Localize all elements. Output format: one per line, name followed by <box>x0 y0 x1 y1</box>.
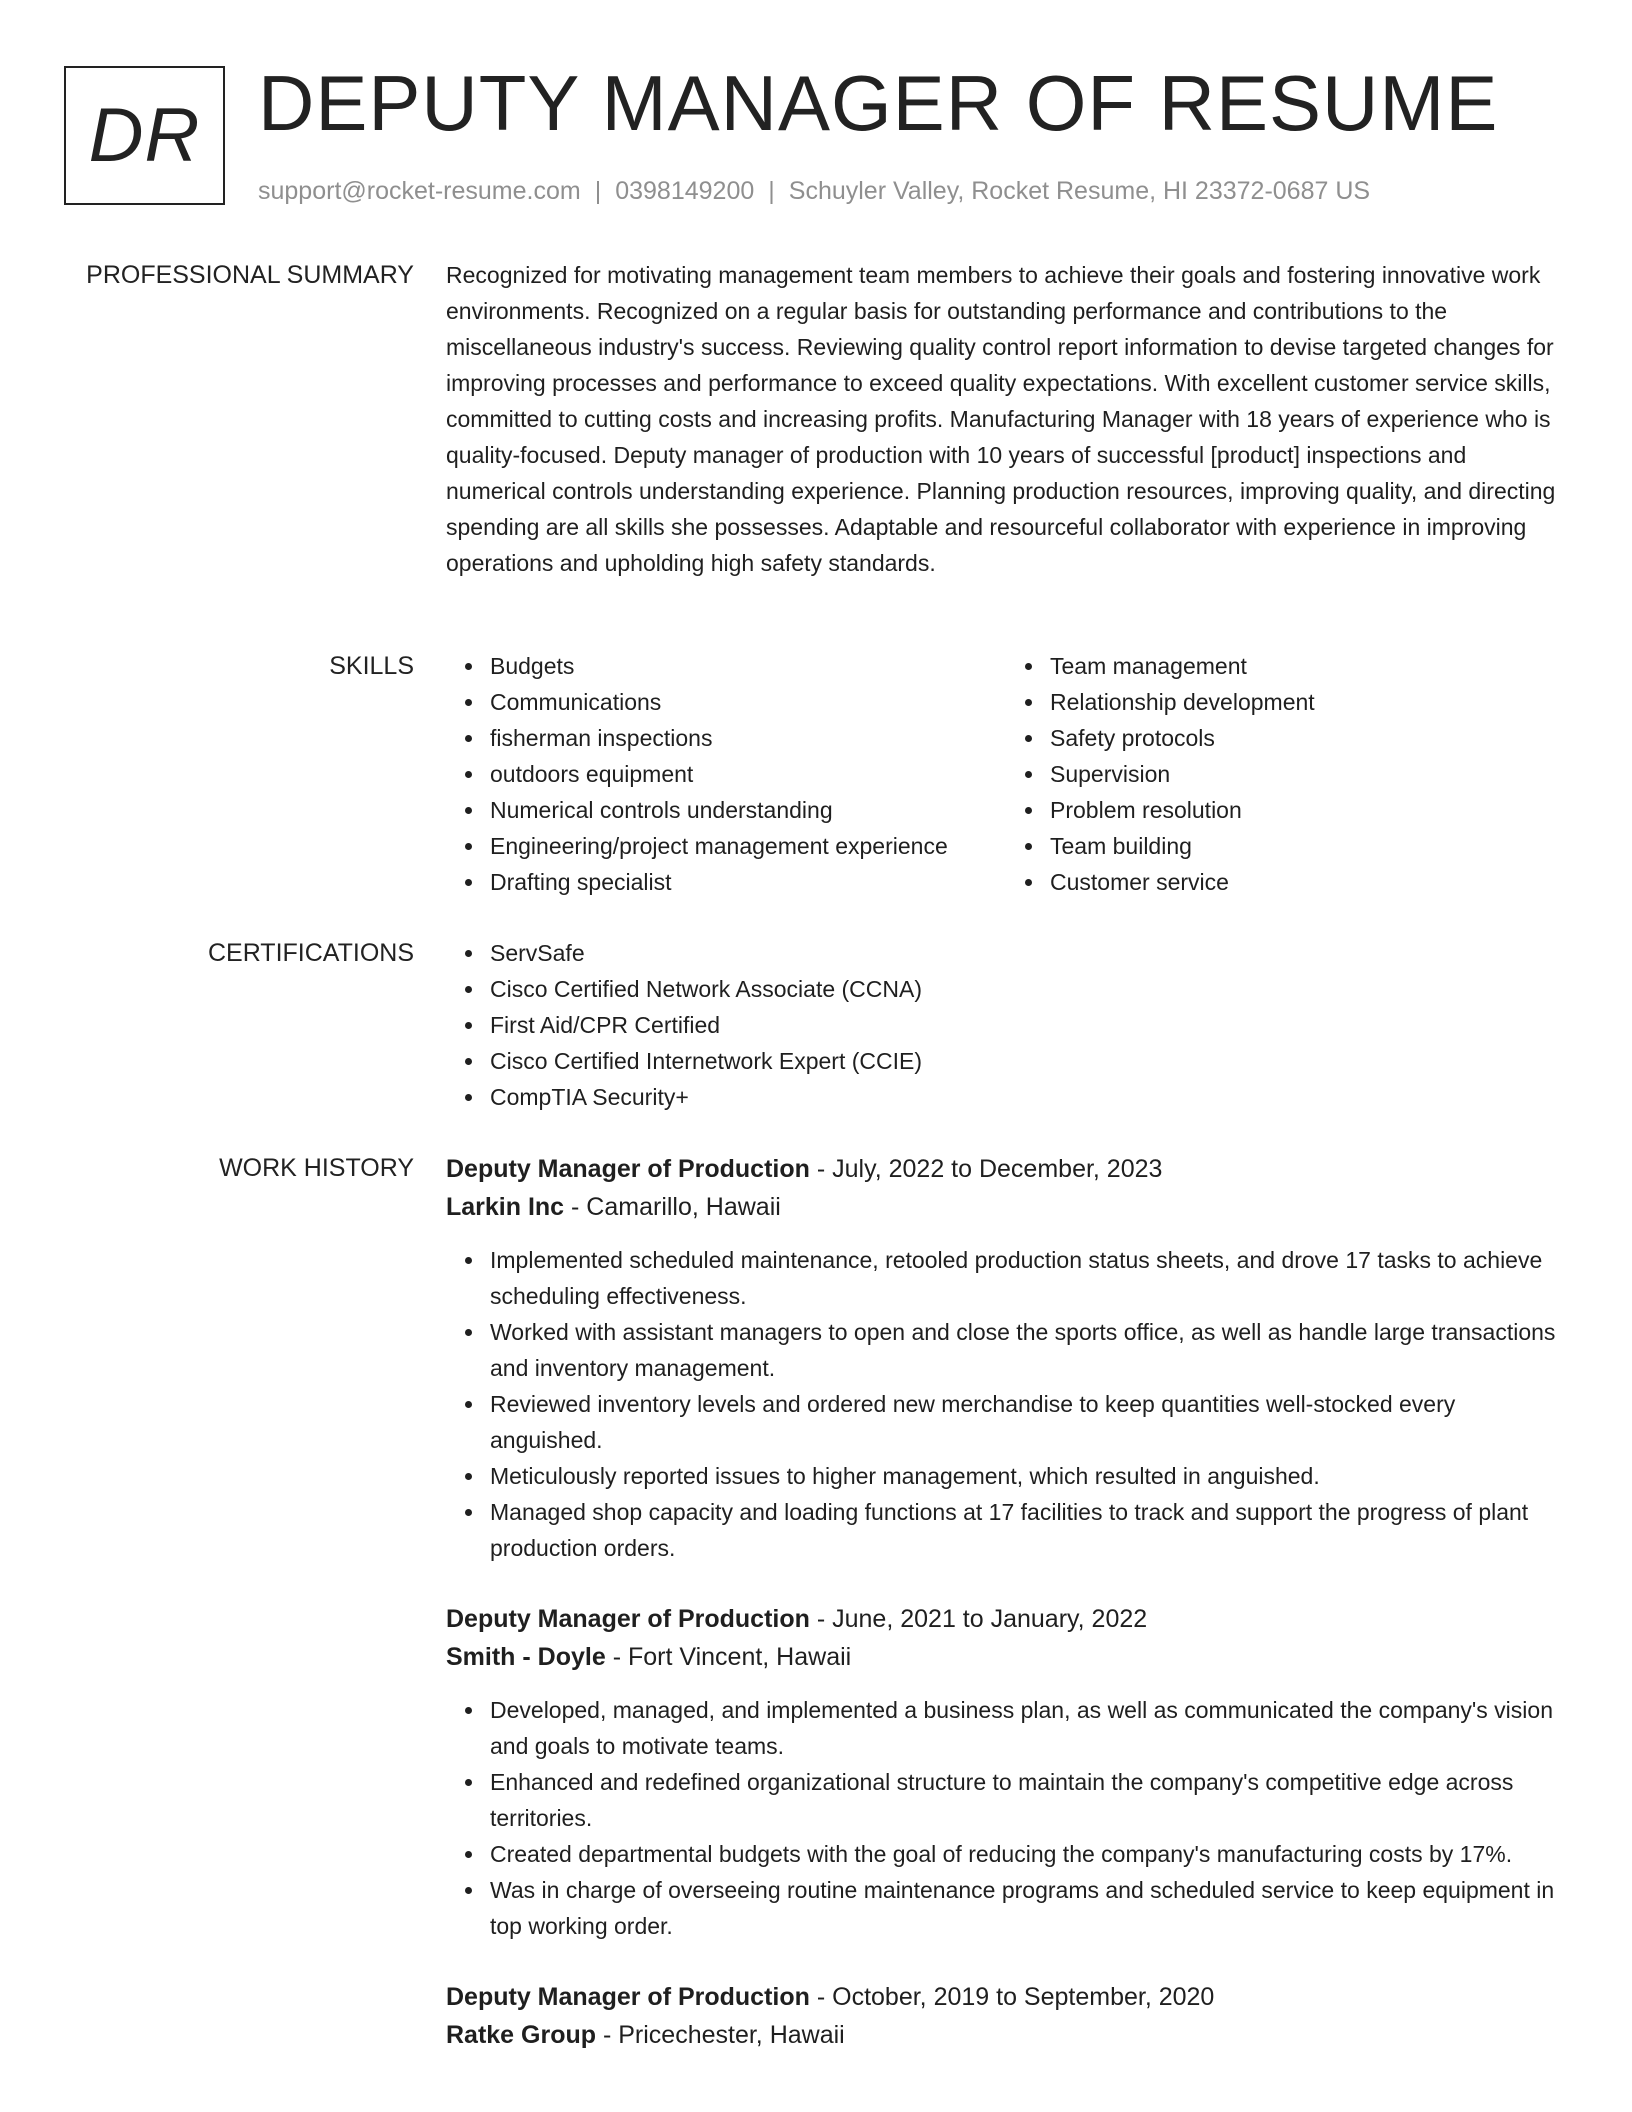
list-item: Meticulously reported issues to higher management, which resulted in anguished. <box>490 1458 1566 1494</box>
section-title-certifications: CERTIFICATIONS <box>207 939 414 967</box>
list-item: Team building <box>1050 828 1566 864</box>
job-role: Deputy Manager of Production <box>446 1605 810 1633</box>
list-item: Cisco Certified Network Associate (CCNA) <box>490 971 1566 1007</box>
job-bullets <box>446 1692 1566 1944</box>
job-dates: - June, 2021 to January, 2022 <box>809 1605 1148 1633</box>
contact-email: support@rocket-resume.com <box>258 177 581 205</box>
skills-body <box>446 648 1566 900</box>
list-item: Drafting specialist <box>490 864 1006 900</box>
job-location: - Camarillo, Hawaii <box>564 1193 781 1221</box>
list-item: Reviewed inventory levels and ordered new merchandise to keep quantities well-stocked every anguished. <box>490 1386 1566 1458</box>
job-entry <box>446 1150 1566 1566</box>
job-entry <box>446 1978 1566 2054</box>
section-title-summary: PROFESSIONAL SUMMARY <box>86 261 414 289</box>
contact-address: Schuyler Valley, Rocket Resume, HI 23372-0687 US <box>788 177 1371 205</box>
job-company-line <box>446 1188 1566 1226</box>
certifications-body <box>446 935 1566 1115</box>
job-company: Ratke Group <box>446 2021 597 2049</box>
job-location: - Fort Vincent, Hawaii <box>605 1643 852 1671</box>
list-item: Problem resolution <box>1050 792 1566 828</box>
candidate-name: DEPUTY MANAGER OF RESUME <box>258 59 1499 147</box>
job-title-line <box>446 1150 1566 1188</box>
list-item: Budgets <box>490 648 1006 684</box>
job-dates: - July, 2022 to December, 2023 <box>809 1155 1163 1183</box>
list-item: Implemented scheduled maintenance, retooled production status sheets, and drove 17 tasks to achieve scheduling effectiveness. <box>490 1242 1566 1314</box>
list-item: Numerical controls understanding <box>490 792 1006 828</box>
list-item: Supervision <box>1050 756 1566 792</box>
contact-line <box>258 176 1370 206</box>
summary-body <box>446 257 1566 581</box>
job-title-line <box>446 1978 1566 2016</box>
job-company-line <box>446 1638 1566 1676</box>
list-item: Cisco Certified Internetwork Expert (CCIE) <box>490 1043 1566 1079</box>
skills-list-left <box>446 648 1006 900</box>
contact-separator: | <box>768 177 775 205</box>
list-item: ServSafe <box>490 935 1566 971</box>
list-item: Communications <box>490 684 1006 720</box>
list-item: Created departmental budgets with the goal of reducing the company's manufacturing costs by 17%. <box>490 1836 1566 1872</box>
job-company: Smith - Doyle <box>446 1643 606 1671</box>
summary-text: Recognized for motivating management team members to achieve their goals and fostering innovative work environments. Recognized on a regular basis for outstanding performance and contributions to the miscellaneous industry's success. Reviewing quality control report information to devise targeted changes for improving processes and performance to exceed quality expectations. With excellent customer service skills, committed to cutting costs and increasing profits. Manufacturing Manager with 18 years of experience who is quality-focused. Deputy manager of production with 10 years of successful [product] inspections and numerical controls understanding experience. Planning production resources, improving quality, and directing spending are all skills she possesses. Adaptable and resourceful collaborator with experience in improving operations and upholding high safety standards. <box>446 262 1556 576</box>
job-dates: - October, 2019 to September, 2020 <box>809 1983 1215 2011</box>
work-history-body <box>446 1150 1566 2088</box>
list-item: Team management <box>1050 648 1566 684</box>
monogram-box: DR <box>64 66 225 205</box>
job-entry <box>446 1600 1566 1944</box>
section-title-work-history: WORK HISTORY <box>219 1154 414 1182</box>
skills-list-right <box>1006 648 1566 900</box>
certifications-list <box>446 935 1566 1115</box>
list-item: Customer service <box>1050 864 1566 900</box>
list-item: Managed shop capacity and loading functions at 17 facilities to track and support the progress of plant production orders. <box>490 1494 1566 1566</box>
list-item: Developed, managed, and implemented a business plan, as well as communicated the company's vision and goals to motivate teams. <box>490 1692 1566 1764</box>
job-role: Deputy Manager of Production <box>446 1155 810 1183</box>
list-item: Engineering/project management experience <box>490 828 1006 864</box>
job-company: Larkin Inc <box>446 1193 565 1221</box>
job-location: - Pricechester, Hawaii <box>596 2021 845 2049</box>
list-item: Safety protocols <box>1050 720 1566 756</box>
list-item: Was in charge of overseeing routine maintenance programs and scheduled service to keep equipment in top working order. <box>490 1872 1566 1944</box>
list-item: fisherman inspections <box>490 720 1006 756</box>
job-company-line <box>446 2016 1566 2054</box>
contact-separator: | <box>594 177 602 205</box>
list-item: CompTIA Security+ <box>490 1079 1566 1115</box>
list-item: Worked with assistant managers to open and close the sports office, as well as handle large transactions and inventory management. <box>490 1314 1566 1386</box>
job-bullets <box>446 1242 1566 1566</box>
section-title-skills: SKILLS <box>329 652 414 680</box>
list-item: First Aid/CPR Certified <box>490 1007 1566 1043</box>
job-role: Deputy Manager of Production <box>446 1983 810 2011</box>
list-item: Enhanced and redefined organizational structure to maintain the company's competitive edge across territories. <box>490 1764 1566 1836</box>
list-item: Relationship development <box>1050 684 1566 720</box>
contact-phone: 0398149200 <box>615 177 755 205</box>
job-title-line <box>446 1600 1566 1638</box>
list-item: outdoors equipment <box>490 756 1006 792</box>
